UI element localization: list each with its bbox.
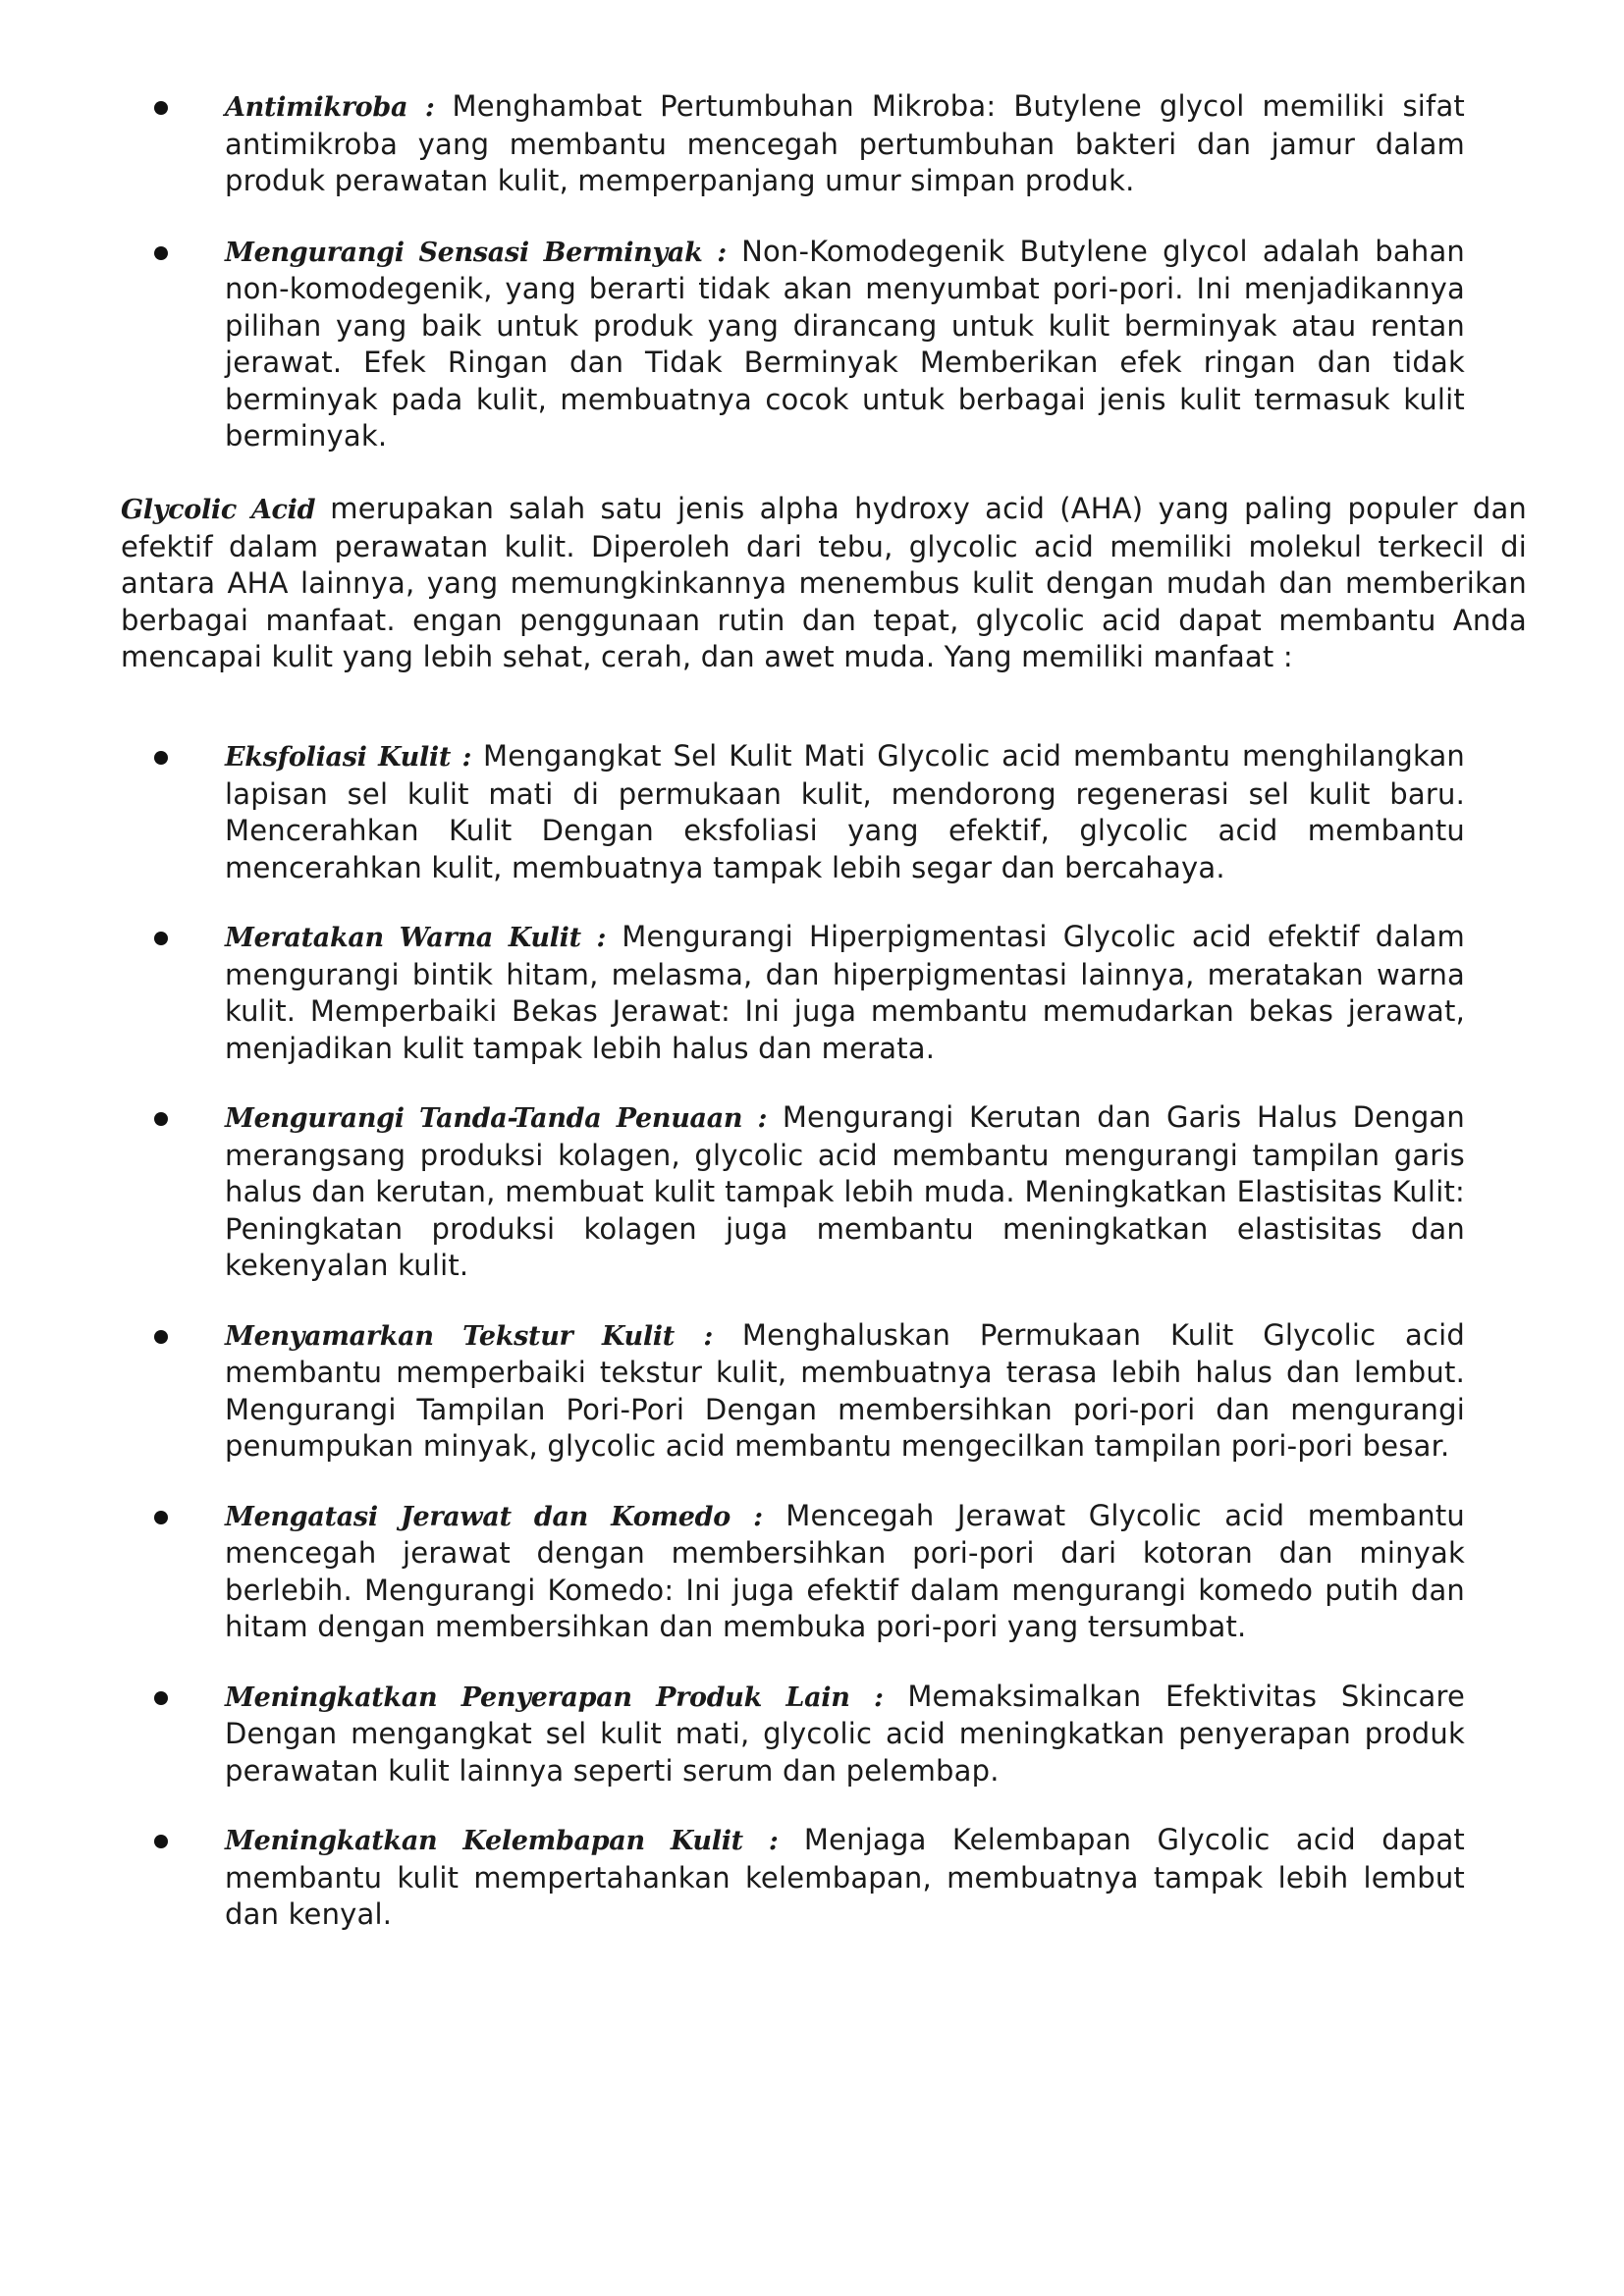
item-term: Meningkatkan Kelembapan Kulit : — [225, 1826, 779, 1856]
item-term: Menyamarkan Tekstur Kulit : — [225, 1320, 714, 1352]
intro-text: merupakan salah satu jenis alpha hydroxy acid (AHA) yang paling populer dan efektif dalam perawatan kulit. Diperoleh dari tebu, glycolic acid memiliki molekul terkecil di antara AHA lainnya, yang memungkinkannya menembus kulit dengan mudah dan memberikan berbagai manfaat. engan penggunaan rutin dan tepat, glycolic acid dapat membantu Anda mencapai kulit yang lebih sehat, cerah, dan awet muda. Yang memiliki manfaat : — [121, 492, 1527, 673]
list-item — [154, 1099, 1465, 1285]
list-item — [154, 1317, 1465, 1466]
list-item — [154, 1679, 1465, 1790]
item-text: Memaksimalkan Efektivitas Skincare Dengan mengangkat sel kulit mati, glycolic acid meningkatkan penyerapan produk perawatan kulit lainnya seperti serum dan pelembap. — [225, 1679, 1465, 1788]
item-text: Menjaga Kelembapan Glycolic acid dapat membantu kulit mempertahankan kelembapan, membuatnya tampak lebih lembut dan kenyal. — [225, 1823, 1465, 1931]
intro-term: Glycolic Acid — [121, 495, 316, 525]
bullet-icon — [154, 932, 168, 945]
item-text: Menghambat Pertumbuhan Mikroba: Butylene glycol memiliki sifat antimikroba yang membantu mencegah pertumbuhan bakteri dan jamur dalam produk perawatan kulit, memperpanjang umur simpan produk. — [225, 89, 1465, 197]
item-text: Non-Komodegenik Butylene glycol adalah bahan non-komodegenik, yang berarti tidak akan menyumbat pori-pori. Ini menjadikannya pilihan yang baik untuk produk yang dirancang untuk kulit berminyak atau rentan jerawat. Efek Ringan dan Tidak Berminyak Memberikan efek ringan dan tidak berminyak pada kulit, membuatnya cocok untuk berbagai jenis kulit termasuk kulit berminyak. — [225, 234, 1466, 453]
bullet-icon — [154, 751, 168, 765]
item-text: Mengurangi Kerutan dan Garis Halus Dengan merangsang produksi kolagen, glycolic acid membantu mengurangi tampilan garis halus dan kerutan, membuat kulit tampak lebih muda. Meningkatkan Elastisitas Kulit: Peningkatan produksi kolagen juga membantu meningkatkan elastisitas dan kekenyalan kulit. — [225, 1100, 1465, 1282]
bullet-icon — [154, 1330, 168, 1344]
list-item — [154, 234, 1465, 455]
bullet-icon — [154, 1511, 168, 1524]
list-item — [154, 1822, 1465, 1934]
item-text: Mengurangi Hiperpigmentasi Glycolic acid efektif dalam mengurangi bintik hitam, melasma, dan hiperpigmentasi lainnya, meratakan warna kulit. Memperbaiki Bekas Jerawat: Ini juga membantu memudarkan bekas jerawat, menjadikan kulit tampak lebih halus dan merata. — [225, 920, 1465, 1065]
list-item — [154, 1498, 1465, 1646]
item-term: Mengatasi Jerawat dan Komedo : — [225, 1501, 763, 1532]
bullet-icon — [154, 101, 168, 115]
bullet-icon — [154, 1112, 168, 1126]
item-text: Menghaluskan Permukaan Kulit Glycolic acid membantu memperbaiki tekstur kulit, membuatnya terasa lebih halus dan lembut. Mengurangi Tampilan Pori-Pori Dengan membersihkan pori-pori dan mengurangi penumpukan minyak, glycolic acid membantu mengecilkan tampilan pori-pori besar. — [225, 1317, 1465, 1463]
item-text: Mengangkat Sel Kulit Mati Glycolic acid membantu menghilangkan lapisan sel kulit mati di permukaan kulit, mendorong regenerasi sel kulit baru. Mencerahkan Kulit Dengan eksfoliasi yang efektif, glycolic acid membantu mencerahkan kulit, membuatnya tampak lebih segar dan bercahaya. — [225, 739, 1465, 884]
intro-paragraph — [121, 491, 1527, 676]
item-term: Antimikroba : — [225, 92, 435, 123]
top-bullet-list — [154, 88, 1465, 455]
item-term: Eksfoliasi Kulit : — [225, 742, 472, 773]
list-item — [154, 919, 1465, 1067]
item-term: Meratakan Warna Kulit : — [225, 923, 607, 953]
item-term: Mengurangi Tanda-Tanda Penuaan : — [225, 1103, 768, 1134]
list-item — [154, 738, 1465, 886]
bullet-icon — [154, 1835, 168, 1848]
bullet-icon — [154, 246, 168, 260]
list-item — [154, 88, 1465, 200]
item-term: Mengurangi Sensasi Berminyak : — [225, 237, 727, 268]
benefits-list — [154, 738, 1465, 1934]
item-text: Mencegah Jerawat Glycolic acid membantu mencegah jerawat dengan membersihkan pori-pori dari kotoran dan minyak berlebih. Mengurangi Komedo: Ini juga efektif dalam mengurangi komedo putih dan hitam dengan membersihkan dan membuka pori-pori yang tersumbat. — [225, 1498, 1465, 1643]
item-term: Meningkatkan Penyerapan Produk Lain : — [225, 1682, 884, 1713]
bullet-icon — [154, 1691, 168, 1705]
